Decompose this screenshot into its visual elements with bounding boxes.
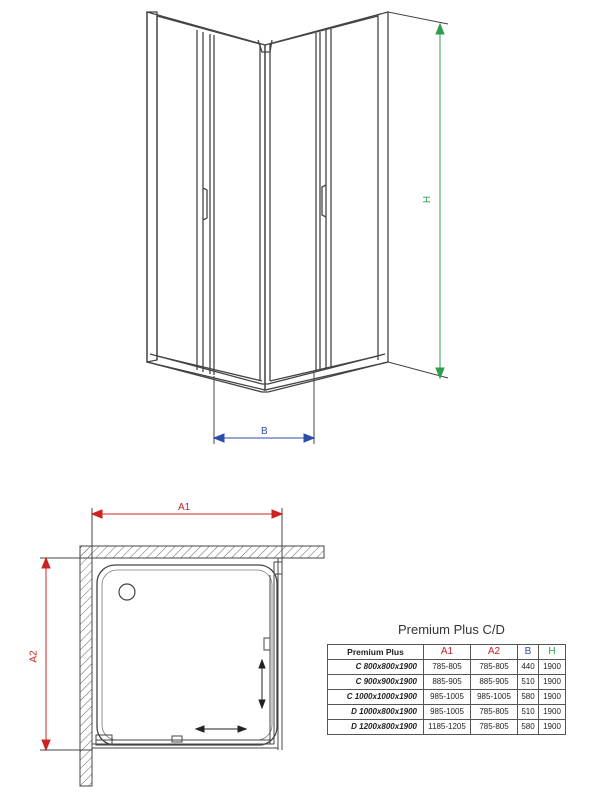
table-row [328, 720, 566, 735]
table-row [328, 705, 566, 720]
cell-a2: 985-1005 [471, 690, 518, 705]
header-a2: A2 [471, 645, 518, 660]
header-h: H [539, 645, 566, 660]
shower-tray [97, 565, 277, 745]
cell-model: C 1000x1000x1900 [328, 690, 424, 705]
cell-a1: 985-1005 [424, 705, 471, 720]
cell-a2: 785-805 [471, 705, 518, 720]
cell-b: 580 [518, 690, 539, 705]
dimension-a1-label: A1 [178, 502, 191, 513]
dimension-b-label: B [261, 426, 268, 437]
cell-a1: 985-1005 [424, 690, 471, 705]
cell-h: 1900 [539, 720, 566, 735]
cell-a2: 785-805 [471, 720, 518, 735]
top-wall-hatch [80, 546, 324, 558]
cell-h: 1900 [539, 705, 566, 720]
cell-b: 510 [518, 675, 539, 690]
table-row [328, 675, 566, 690]
cell-a2: 885-905 [471, 675, 518, 690]
cell-h: 1900 [539, 675, 566, 690]
header-model: Premium Plus [328, 645, 424, 660]
cell-a1: 885-905 [424, 675, 471, 690]
cell-b: 440 [518, 660, 539, 675]
cell-a1: 785-805 [424, 660, 471, 675]
dimension-h-label: H [422, 195, 434, 204]
drain-icon [119, 584, 135, 600]
dimension-a2-label: A2 [28, 650, 40, 663]
cell-h: 1900 [539, 690, 566, 705]
table-header-row [328, 645, 566, 660]
cell-h: 1900 [539, 660, 566, 675]
cell-b: 580 [518, 720, 539, 735]
header-b: B [518, 645, 539, 660]
dimension-table [327, 644, 566, 735]
cell-model: D 1000x800x1900 [328, 705, 424, 720]
table-row [328, 690, 566, 705]
table-title: Premium Plus C/D [398, 622, 505, 637]
cell-a2: 785-805 [471, 660, 518, 675]
table-row [328, 660, 566, 675]
cell-model: C 800x800x1900 [328, 660, 424, 675]
cell-model: C 900x900x1900 [328, 675, 424, 690]
header-a1: A1 [424, 645, 471, 660]
cell-b: 510 [518, 705, 539, 720]
cell-a1: 1185-1205 [424, 720, 471, 735]
cell-model: D 1200x800x1900 [328, 720, 424, 735]
